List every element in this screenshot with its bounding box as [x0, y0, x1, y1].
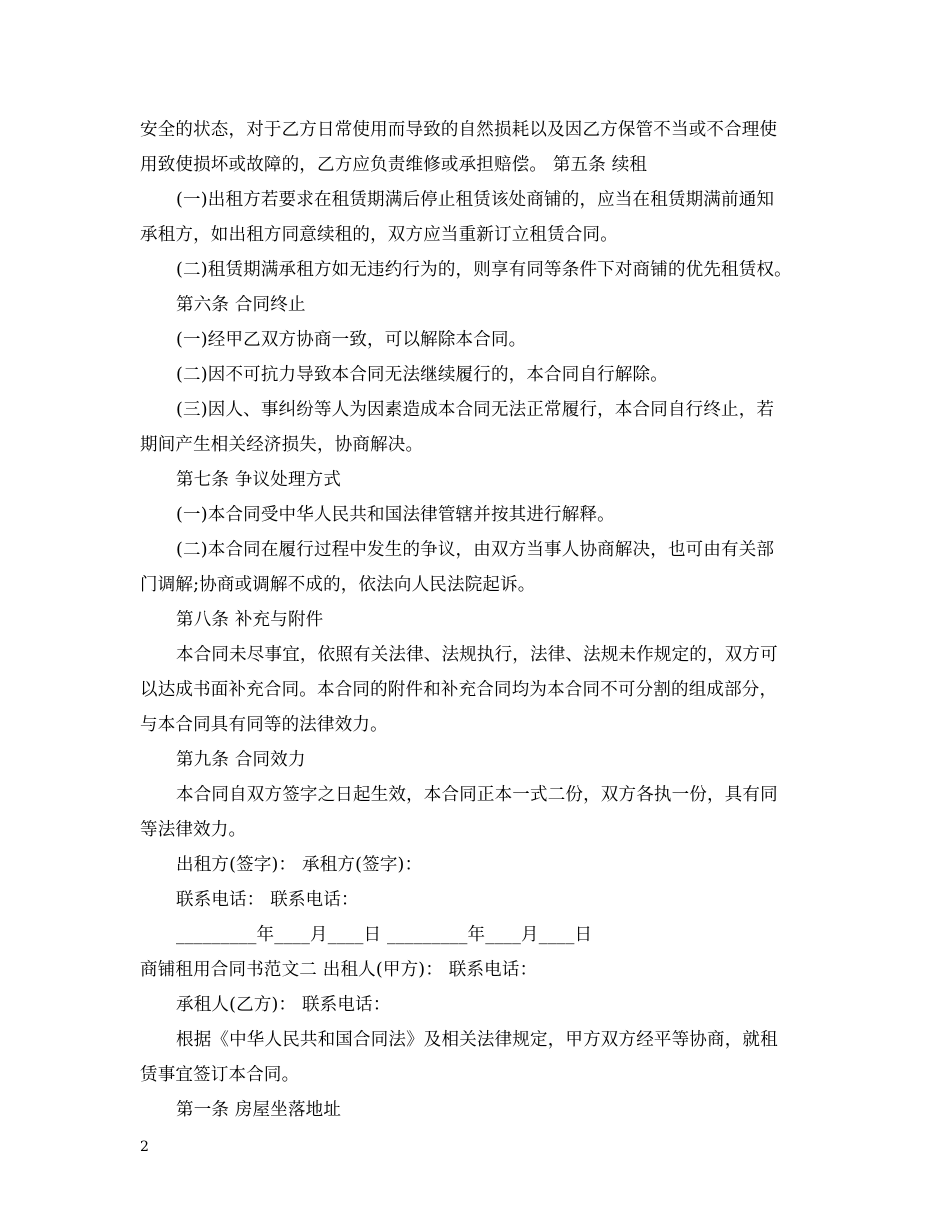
text-line: (一)本合同受中华人民共和国法律管辖并按其进行解释。	[176, 505, 615, 525]
phone-line: 联系电话： 联系电话：	[176, 890, 359, 910]
page-number: 2	[140, 1139, 149, 1155]
text-line: (二)因不可抗力导致本合同无法继续履行的，本合同自行解除。	[176, 365, 668, 385]
text-line: 用致使损坏或故障的，乙方应负责维修或承担赔偿。 第五条 续租	[140, 155, 648, 175]
text-line: (三)因人、事纠纷等人为因素造成本合同无法正常履行，本合同自行终止，若	[176, 400, 775, 420]
text-line: 本合同自双方签字之日起生效，本合同正本一式二份，双方各执一份，具有同	[176, 785, 778, 805]
signature-line: 出租方(签字)： 承租方(签字)：	[176, 855, 423, 875]
section-heading: 第一条 房屋坐落地址	[176, 1100, 342, 1120]
date-line: _________年____月____日 _________年____月____日	[176, 925, 593, 945]
text-line: 根据《中华人民共和国合同法》及相关法律规定，甲方双方经平等协商，就租	[176, 1030, 778, 1050]
text-line: 赁事宜签订本合同。	[140, 1065, 300, 1085]
text-line: (一)出租方若要求在租赁期满后停止租赁该处商铺的，应当在租赁期满前通知	[176, 190, 775, 210]
text-line: (一)经甲乙双方协商一致，可以解除本合同。	[176, 330, 527, 350]
text-line: 承租方，如出租方同意续租的，双方应当重新订立租赁合同。	[140, 225, 618, 245]
text-line: 安全的状态，对于乙方日常使用而导致的自然损耗以及因乙方保管不当或不合理使	[140, 120, 778, 140]
text-line: 商铺租用合同书范文二 出租人(甲方)： 联系电话：	[140, 960, 538, 980]
section-heading: 第六条 合同终止	[176, 295, 306, 315]
section-heading: 第九条 合同效力	[176, 750, 306, 770]
text-line: 承租人(乙方)： 联系电话：	[176, 995, 391, 1015]
text-line: (二)租赁期满承租方如无违约行为的，则享有同等条件下对商铺的优先租赁权。	[176, 260, 792, 280]
text-line: 等法律效力。	[140, 820, 247, 840]
text-line: 本合同未尽事宜，依照有关法律、法规执行，法律、法规未作规定的，双方可	[176, 645, 778, 665]
text-line: 与本合同具有同等的法律效力。	[140, 715, 388, 735]
section-heading: 第七条 争议处理方式	[176, 470, 342, 490]
text-line: 以达成书面补充合同。本合同的附件和补充合同均为本合同不可分割的组成部分，	[140, 680, 778, 700]
text-line: 门调解;协商或调解不成的，依法向人民法院起诉。	[140, 575, 536, 595]
text-line: 期间产生相关经济损失，协商解决。	[140, 435, 424, 455]
text-line: (二)本合同在履行过程中发生的争议，由双方当事人协商解决，也可由有关部	[176, 540, 775, 560]
section-heading: 第八条 补充与附件	[176, 610, 324, 630]
